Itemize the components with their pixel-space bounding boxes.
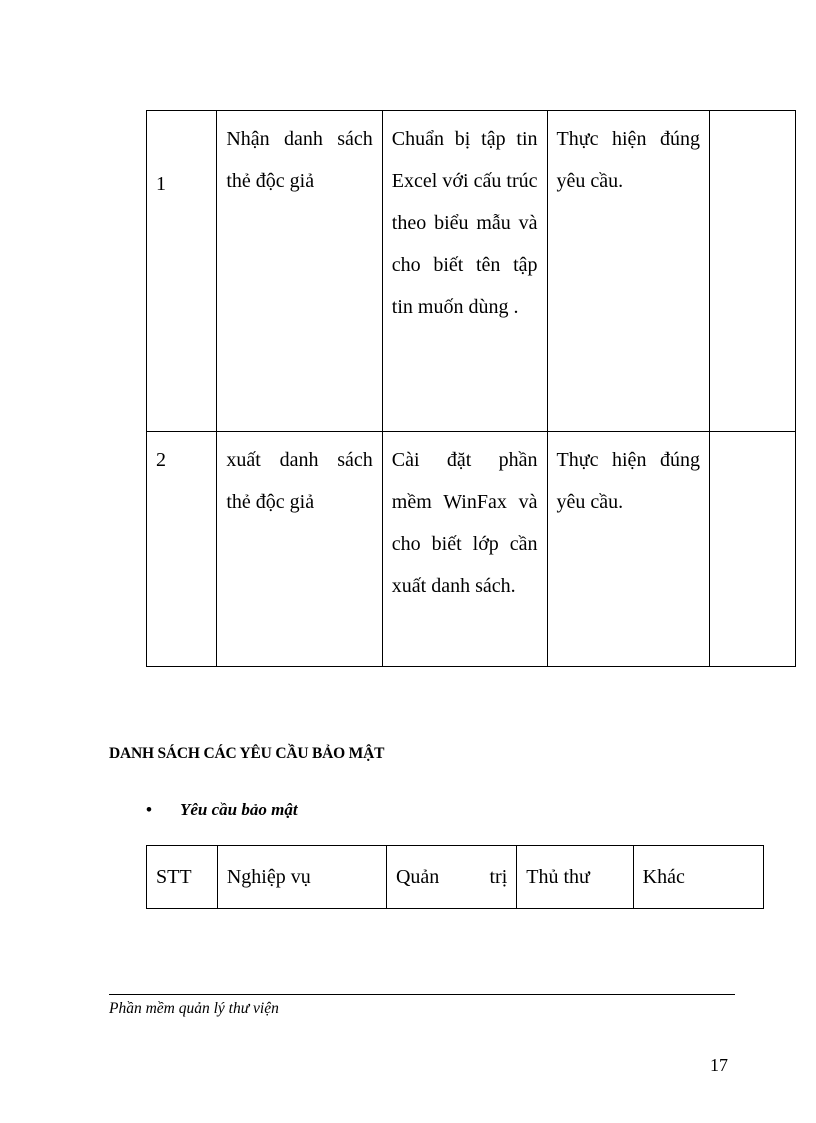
stt-value: 2: [156, 449, 166, 471]
table-cell-preparation: [382, 111, 547, 432]
table-cell-system: [547, 432, 709, 667]
header-cell-other: Khác: [633, 846, 763, 909]
table-cell-system: [547, 111, 709, 432]
stt-value: 1: [156, 173, 166, 195]
header-cell-stt: STT: [147, 846, 218, 909]
table-cell-task: [217, 111, 382, 432]
task-text: xuất danh sách thẻ độc giả: [226, 449, 373, 513]
preparation-text: Cài đặt phần mềm WinFax và cho biết lớp cần xuất danh sách.: [391, 449, 538, 597]
preparation-text: Chuẩn bị tập tin Excel với cấu trúc theo biểu mẫu và cho biết tên tập tin muốn dùng .: [391, 128, 538, 318]
table-cell-task: [217, 432, 382, 667]
page-number: 17: [710, 1055, 728, 1075]
bullet-icon: •: [146, 800, 152, 819]
footer-title: Phần mềm quản lý thư viện: [109, 1000, 279, 1017]
header-cell-admin: [386, 846, 516, 909]
security-table: [146, 845, 764, 909]
table-header-row: [147, 846, 764, 909]
bullet-item: [146, 800, 298, 820]
table-cell-note: [709, 111, 795, 432]
header-cell-librarian: Thủ thư: [517, 846, 633, 909]
admin-header-text: [396, 866, 507, 889]
table-cell-stt: [147, 111, 217, 432]
table-cell-preparation: [382, 432, 547, 667]
requirements-table: [146, 110, 796, 667]
system-text: Thực hiện đúng yêu cầu.: [556, 449, 700, 513]
section-heading: DANH SÁCH CÁC YÊU CẦU BẢO MẬT: [109, 745, 385, 762]
footer-divider: [109, 994, 735, 995]
table-row: [147, 432, 796, 667]
table-row: [147, 111, 796, 432]
task-text: Nhận danh sách thẻ độc giả: [226, 128, 373, 192]
table-cell-stt: [147, 432, 217, 667]
header-cell-task: Nghiệp vụ: [217, 846, 386, 909]
table-cell-note: [709, 432, 795, 667]
admin-header-label: Quản trị: [395, 865, 508, 888]
bullet-text: Yêu cầu bảo mật: [180, 800, 298, 819]
system-text: Thực hiện đúng yêu cầu.: [556, 128, 700, 192]
